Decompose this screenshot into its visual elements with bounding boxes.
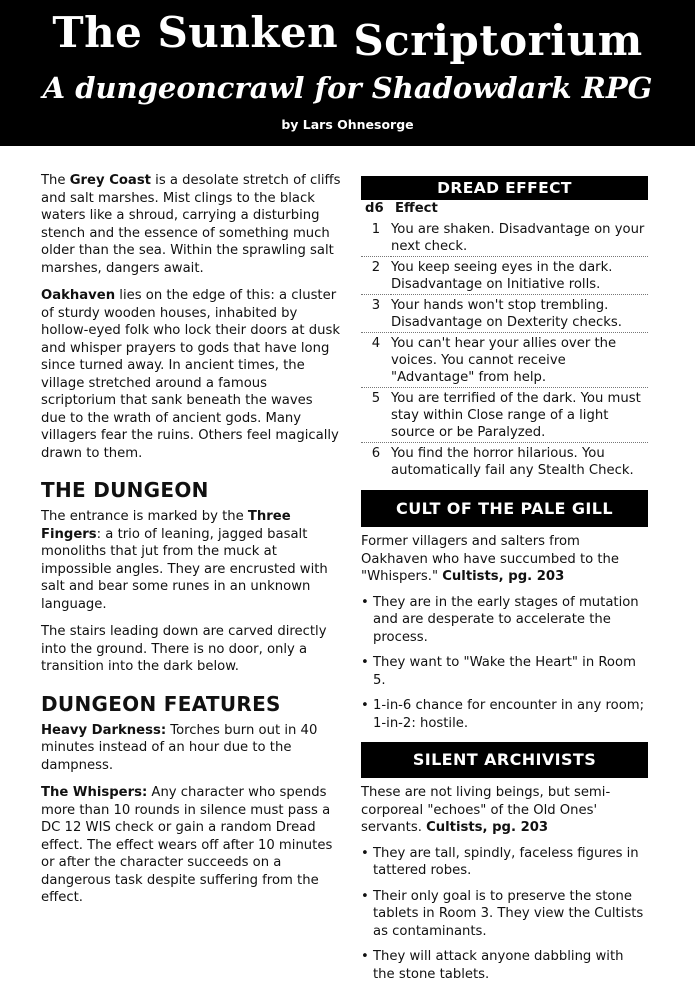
roll-number: 3 [361, 295, 391, 333]
dungeon-heading: THE DUNGEON [41, 478, 209, 502]
page-subtitle: A dungeoncrawl for Shadowdark RPG [42, 71, 653, 105]
table-header-row [361, 200, 648, 219]
archivists-intro [361, 784, 648, 837]
archivists-reference: Cultists, pg. 203 [426, 820, 549, 835]
text: : a trio of leaning, jagged basalt monoliths that jut from the muck at impossible angles. They are encrusted with salt and bear some runes in an unknown language. [41, 526, 328, 612]
list-item: • They are in the early stages of mutation and are desperate to accelerate the process. [361, 594, 648, 647]
feature-whispers [41, 784, 341, 907]
text: lies on the edge of this: a cluster of sturdy wooden houses, inhabited by hollow-eyed folk who lock their doors at dusk and whisper prayers to gods that have long since turned away. In ancient times, the village stretched around a famous scriptorium that sank beneath the waves due to the wrath of ancient gods. Many villagers fear the ruins. Others feel magically drawn to them. [41, 288, 340, 461]
effect-text: You are terrified of the dark. You must stay within Close range of a light source or be Paralyzed. [391, 388, 648, 443]
text: The [41, 173, 70, 188]
intro-paragraph-grey-coast [41, 172, 341, 277]
table-row [361, 388, 648, 443]
dread-effect-heading: DREAD EFFECT [361, 176, 648, 200]
roll-number: 6 [371, 446, 381, 461]
grey-coast-term: Grey Coast [69, 173, 151, 188]
col-header-effect: Effect [395, 201, 438, 216]
page-title [0, 8, 695, 65]
cult-bullet-list [361, 594, 648, 733]
feature-heavy-darkness [41, 722, 341, 775]
roll-number: 1 [361, 219, 391, 257]
list-item: • They will attack anyone dabbling with the stone tablets. [361, 948, 648, 983]
title-part-1: The Sunken [52, 8, 339, 57]
cult-heading: CULT OF THE PALE GILL [361, 491, 648, 527]
text: Any character who spends more than 10 rounds in silence must pass a DC 12 WIS check or gain a random Dread effect. The effect wears off after 10 minutes or after the character succeeds on a dangerous task despite suffering from the effect. [41, 785, 333, 905]
text: is a desolate stretch of cliffs and salt marshes. Mist clings to the black waters like a shroud, carrying a disturbing stench and the essence of something much older than the sea. Within the sprawling salt marshes, dangers await. [41, 173, 341, 276]
text: These are not living beings, but semi-corporeal "echoes" of the Old Ones' servants. [361, 785, 611, 835]
list-item: • They want to "Wake the Heart" in Room 5. [361, 654, 648, 689]
effect-text: You find the horror hilarious. You automatically fail any Stealth Check. [391, 446, 634, 478]
table-row [361, 257, 648, 295]
roll-number: 4 [361, 333, 391, 388]
list-item: • 1-in-6 chance for encounter in any room; 1-in-2: hostile. [361, 697, 648, 732]
effect-text: You are shaken. Disadvantage on your next check. [391, 219, 648, 257]
effect-text: Your hands won't stop trembling. Disadvantage on Dexterity checks. [391, 295, 648, 333]
intro-paragraph-oakhaven [41, 287, 341, 462]
oakhaven-term: Oakhaven [41, 288, 116, 303]
author-byline: by Lars Ohnesorge [281, 117, 414, 132]
list-item: • They are tall, spindly, faceless figures in tattered robes. [361, 845, 648, 880]
left-column [41, 172, 341, 917]
archivists-heading: SILENT ARCHIVISTS [361, 742, 648, 778]
table-row [361, 333, 648, 388]
col-header-d6: d6 [365, 201, 384, 216]
right-column [361, 176, 648, 991]
table-row [361, 219, 648, 257]
dread-effect-table [361, 200, 648, 480]
table-row [361, 295, 648, 333]
effect-text: You can't hear your allies over the voices. You cannot receive "Advantage" from help. [391, 333, 648, 388]
feature-label: The Whispers: [41, 785, 148, 800]
text: The entrance is marked by the [41, 509, 248, 524]
cult-reference: Cultists, pg. 203 [442, 569, 565, 584]
feature-label: Heavy Darkness: [41, 722, 167, 738]
effect-text: You keep seeing eyes in the dark. Disadvantage on Initiative rolls. [391, 257, 648, 295]
title-part-2: Scriptorium [353, 16, 643, 65]
text: Former villagers and salters from Oakhaven who have succumbed to the "Whispers." [361, 534, 620, 584]
dungeon-stairs-paragraph: The stairs leading down are carved directly into the ground. There is no door, only a transition into the dark below. [41, 624, 327, 674]
dungeon-entrance-paragraph [41, 508, 341, 613]
text: Torches burn out in 40 minutes instead of an hour due to the dampness. [41, 722, 318, 773]
table-row [361, 443, 648, 481]
list-item: • Their only goal is to preserve the stone tablets in Room 3. They view the Cultists as contaminants. [361, 888, 648, 941]
roll-number: 5 [361, 388, 391, 443]
roll-number: 2 [361, 257, 391, 295]
page-header [0, 0, 695, 146]
dungeon-features-heading: DUNGEON FEATURES [41, 691, 281, 716]
three-fingers-term: Three Fingers [41, 509, 291, 542]
archivists-bullet-list [361, 845, 648, 984]
cult-intro [361, 533, 648, 586]
